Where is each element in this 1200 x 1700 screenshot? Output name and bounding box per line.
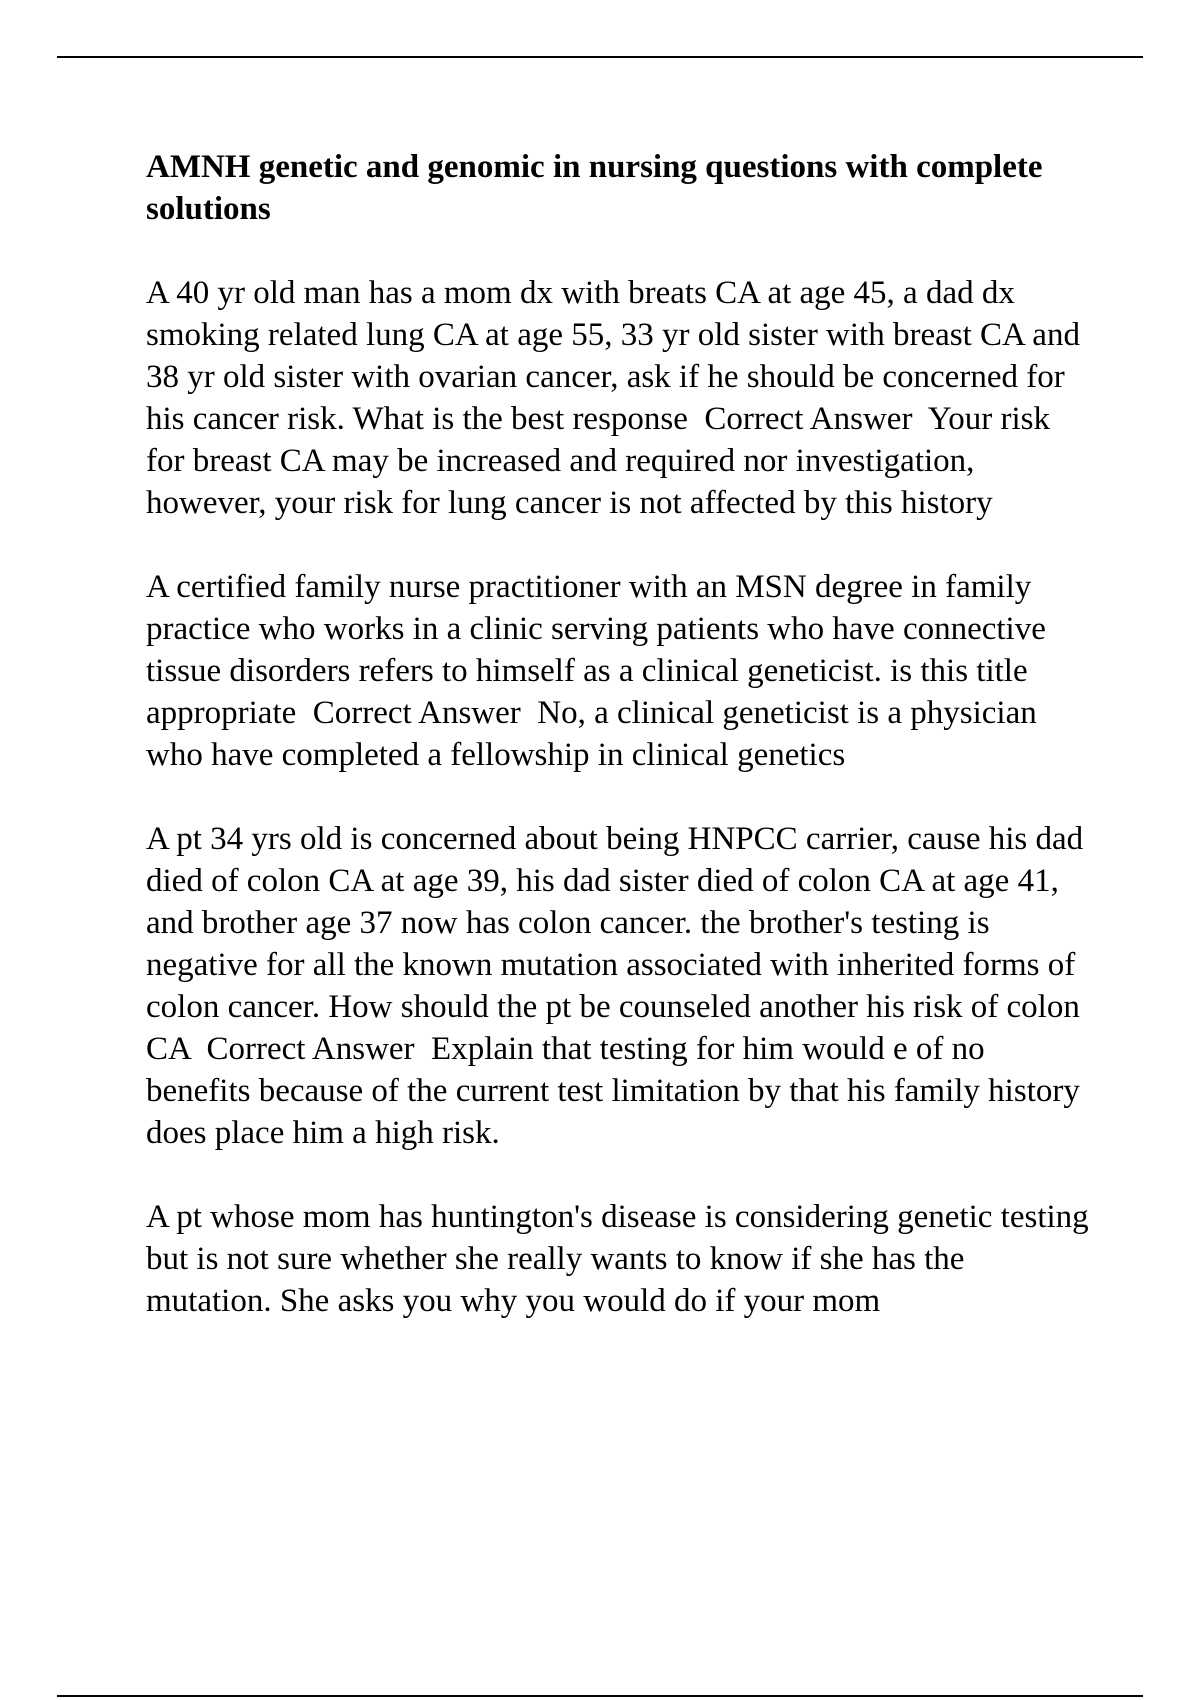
question-paragraph-3: A pt 34 yrs old is concerned about being HNPCC carrier, cause his dad died of colon CA at age 39, his dad sister died of colon CA at age 41, and brother age 37 now has colon cancer. the brother's testing is negative for all the known mutation associated with inherited forms of colon cancer. How should the pt be counseled another his risk of colon CA Correct Answer Explain that testing for him would e of no benefits because of the current test limitation by that his family history does place him a high risk.	[146, 821, 1092, 1151]
question-paragraph-4: A pt whose mom has huntington's disease is considering genetic testing but is not sure whether she really wants to know if she has the mutation. She asks you why you would do if your mom	[146, 1199, 1097, 1319]
document-title: AMNH genetic and genomic in nursing questions with complete solutions	[146, 149, 1043, 227]
top-divider	[57, 56, 1143, 58]
question-paragraph-2: A certified family nurse practitioner with an MSN degree in family practice who works in a clinic serving patients who have connective tissue disorders refers to himself as a clinical geneticist. is this title appropriate Correct Answer No, a clinical geneticist is a physician who have completed a fellowship in clinical genetics	[146, 569, 1055, 773]
document-body	[146, 146, 1096, 1322]
question-paragraph-1: A 40 yr old man has a mom dx with breats CA at age 45, a dad dx smoking related lung CA at age 55, 33 yr old sister with breast CA and 38 yr old sister with ovarian cancer, ask if he should be concerned for his cancer risk. What is the best response Correct Answer Your risk for breast CA may be increased and required nor investigation, however, your risk for lung cancer is not affected by this history	[146, 275, 1089, 521]
bottom-divider	[57, 1695, 1143, 1697]
